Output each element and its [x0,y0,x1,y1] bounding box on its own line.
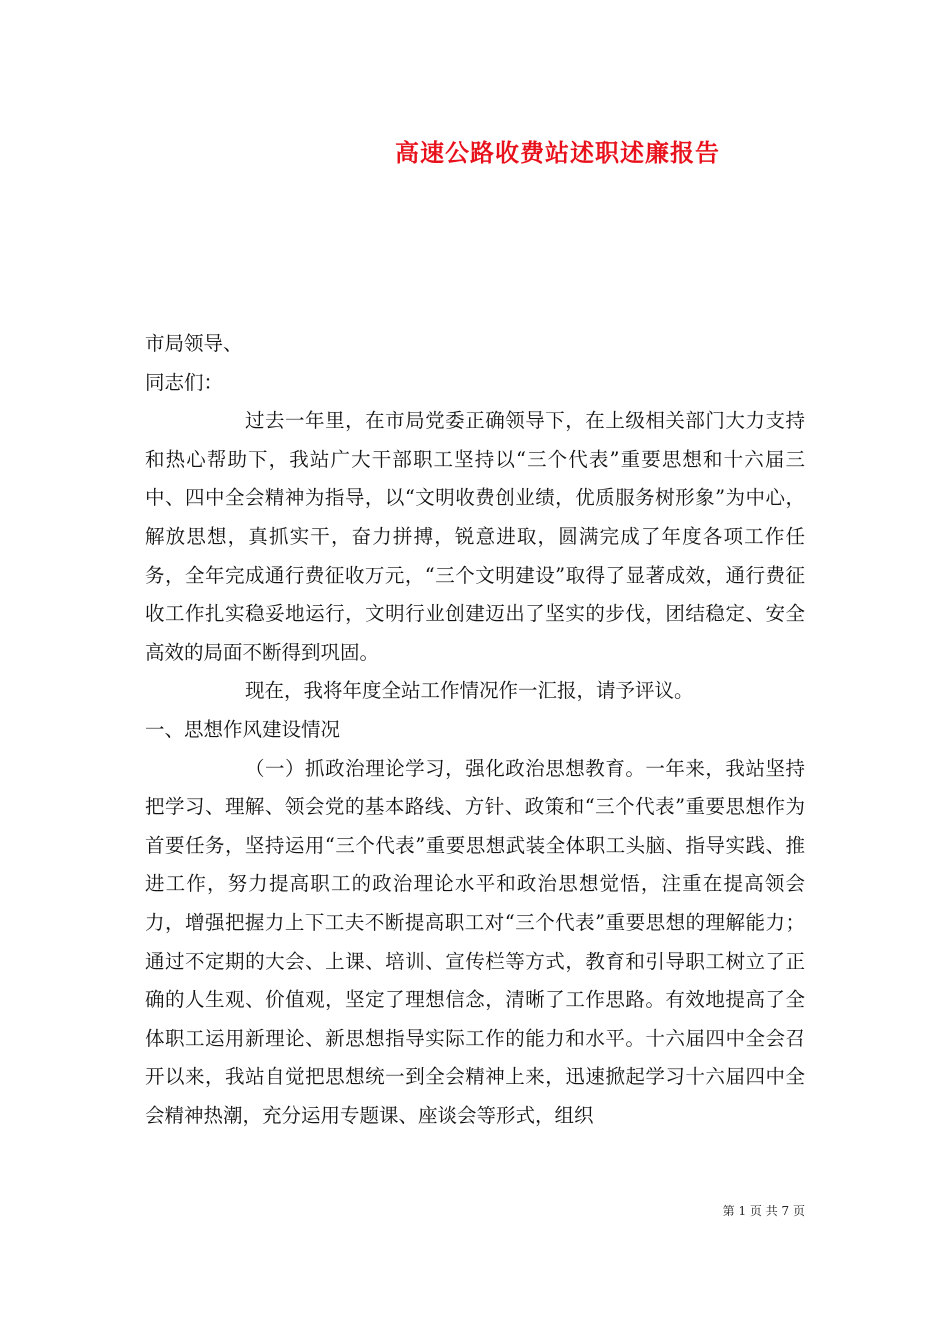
page-number: 第 1 页 共 7 页 [722,1204,805,1218]
paragraph-report-statement: 现在，我将年度全站工作情况作一汇报，请予评议。 [245,679,694,703]
document-title: 高速公路收费站述职述廉报告 [395,138,720,167]
document-body [145,325,805,1135]
paragraph-intro: 过去一年里，在市局党委正确领导下，在上级相关部门大力支持和热心帮助下，我站广大干部职工坚持以“三个代表”重要思想和十六届三中、四中全会精神为指导，以“文明收费创业绩，优质服务树形象”为中心，解放思想，真抓实干，奋力拼搏，锐意进取，圆满完成了年度各项工作任务，全年完成通行费征收万元，“三个文明建设”取得了显著成效，通行费征收工作扎实稳妥地运行，文明行业创建迈出了坚实的步伐，团结稳定、安全高效的局面不断得到巩固。 [145,409,805,664]
paragraph-political-study: （一）抓政治理论学习，强化政治思想教育。一年来，我站坚持把学习、理解、领会党的基本路线、方针、政策和“三个代表”重要思想作为首要任务，坚持运用“三个代表”重要思想武装全体职工头脑、指导实践、推进工作，努力提高职工的政治理论水平和政治思想觉悟，注重在提高领会力，增强把握力上下工夫不断提高职工对“三个代表”重要思想的理解能力；通过不定期的大会、上课、培训、宣传栏等方式，教育和引导职工树立了正确的人生观、价值观，坚定了理想信念，清晰了工作思路。有效地提高了全体职工运用新理论、新思想指导实际工作的能力和水平。十六届四中全会召开以来，我站自觉把思想统一到全会精神上来，迅速掀起学习十六届四中全会精神热潮，充分运用专题课、座谈会等形式，组织 [145,756,805,1127]
section-heading: 一、思想作风建设情况 [145,717,341,741]
salutation-comrades: 同志们： [145,370,224,394]
salutation-leaders: 市局领导、 [145,332,243,355]
